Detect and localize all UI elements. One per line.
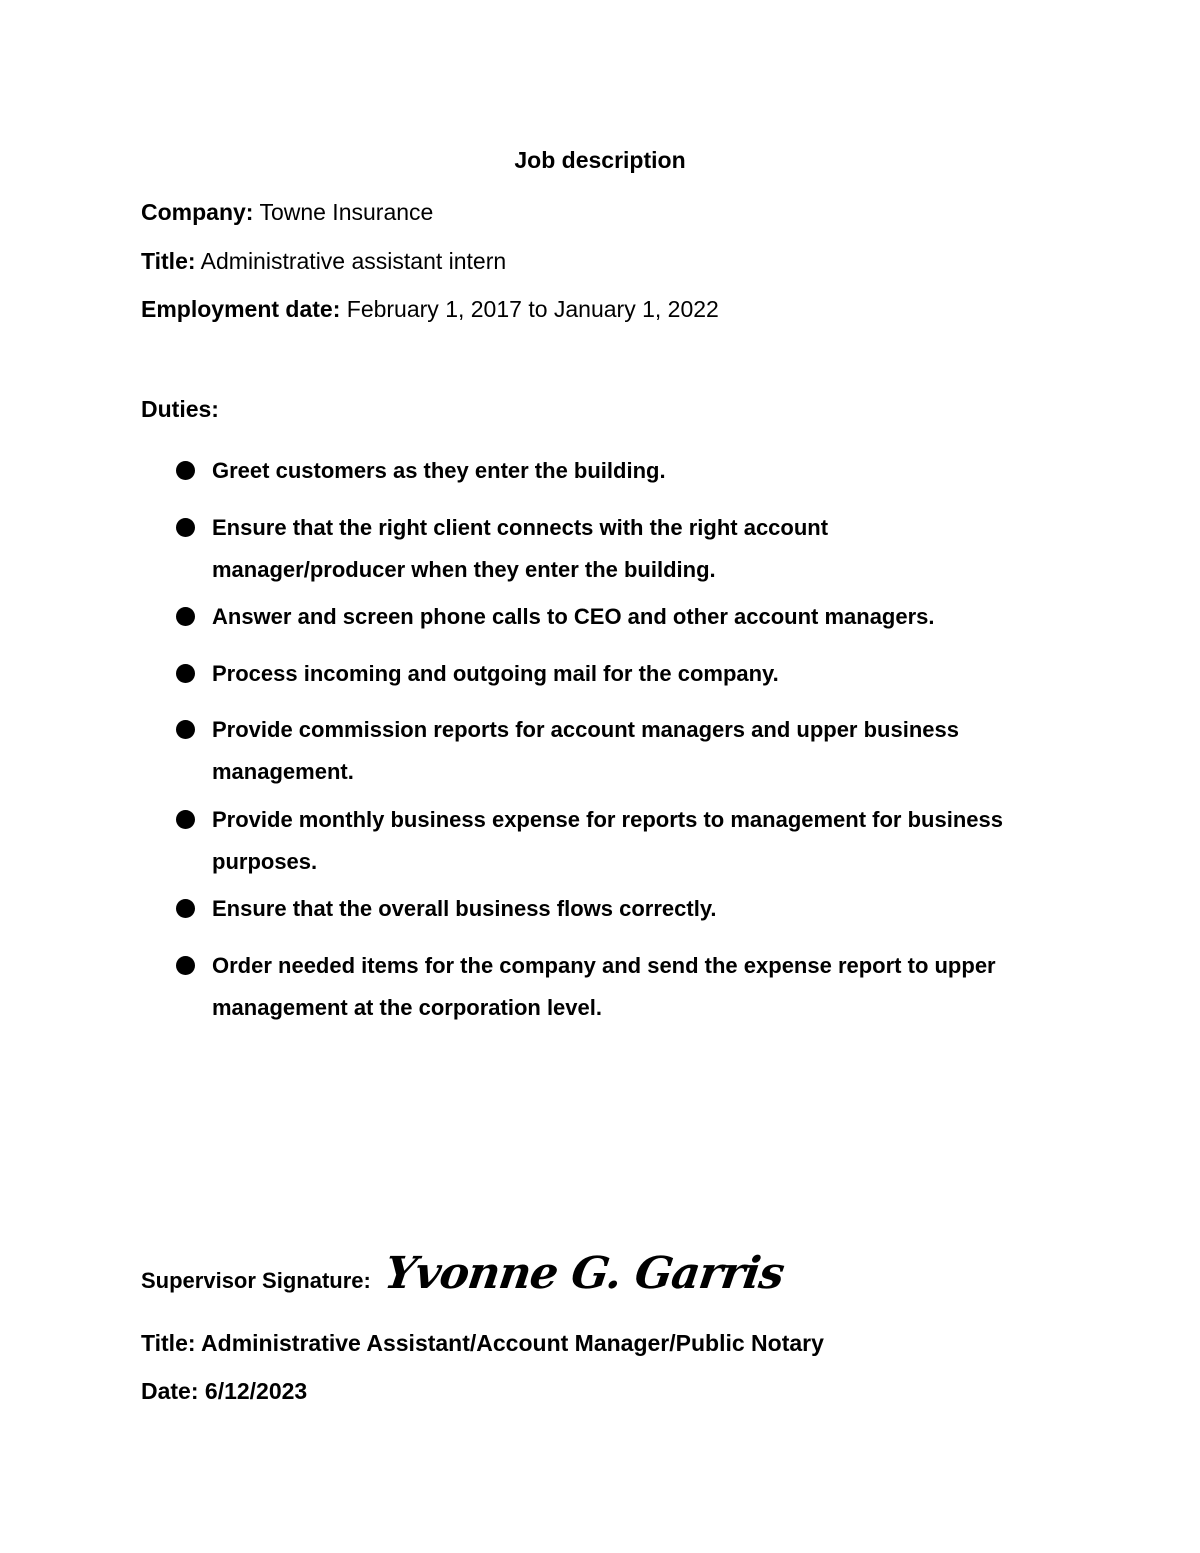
duty-text: Greet customers as they enter the building.: [212, 458, 666, 483]
employment-date-field: [141, 295, 719, 323]
duty-text: Order needed items for the company and send the expense report to upper management at the corporation level.: [212, 953, 996, 1020]
title-field: [141, 247, 506, 275]
duties-heading: Duties:: [141, 396, 219, 422]
bullet-icon: [176, 810, 195, 829]
bullet-icon: [176, 607, 195, 626]
duty-item: [176, 709, 1026, 793]
bullet-icon: [176, 664, 195, 683]
company-label: Company:: [141, 199, 254, 225]
document-title: Job description: [514, 147, 686, 173]
duty-item: [176, 888, 1026, 930]
duty-item: [176, 450, 1026, 492]
bullet-icon: [176, 461, 195, 480]
duty-text: Answer and screen phone calls to CEO and other account managers.: [212, 604, 935, 629]
duty-item: [176, 596, 1026, 638]
employment-date-label: Employment date:: [141, 296, 341, 322]
duty-item: [176, 507, 1026, 591]
bullet-icon: [176, 720, 195, 739]
signature-label: Supervisor Signature:: [141, 1268, 371, 1293]
duty-text: Provide commission reports for account managers and upper business management.: [212, 717, 959, 784]
company-value: Towne Insurance: [259, 199, 434, 225]
duty-text: Process incoming and outgoing mail for the company.: [212, 661, 779, 686]
duty-item: [176, 799, 1026, 883]
bullet-icon: [176, 899, 195, 918]
duty-text: Provide monthly business expense for reports to management for business purposes.: [212, 807, 1003, 874]
duty-item: [176, 653, 1026, 695]
duty-text: Ensure that the overall business flows correctly.: [212, 896, 717, 921]
company-field: [141, 198, 433, 226]
title-label: Title:: [141, 248, 196, 274]
employment-date-value: February 1, 2017 to January 1, 2022: [346, 296, 719, 322]
duty-text: Ensure that the right client connects with the right account manager/producer when they enter the building.: [212, 515, 829, 582]
handwritten-signature: Yvonne G. Garris: [381, 1248, 788, 1299]
title-value: Administrative assistant intern: [200, 248, 507, 274]
bullet-icon: [176, 518, 195, 537]
duty-item: [176, 945, 1026, 1029]
supervisor-title: Title: Administrative Assistant/Account Manager/Public Notary: [141, 1330, 824, 1356]
signature-row: [141, 1248, 788, 1312]
signature-date: Date: 6/12/2023: [141, 1378, 308, 1404]
bullet-icon: [176, 956, 195, 975]
